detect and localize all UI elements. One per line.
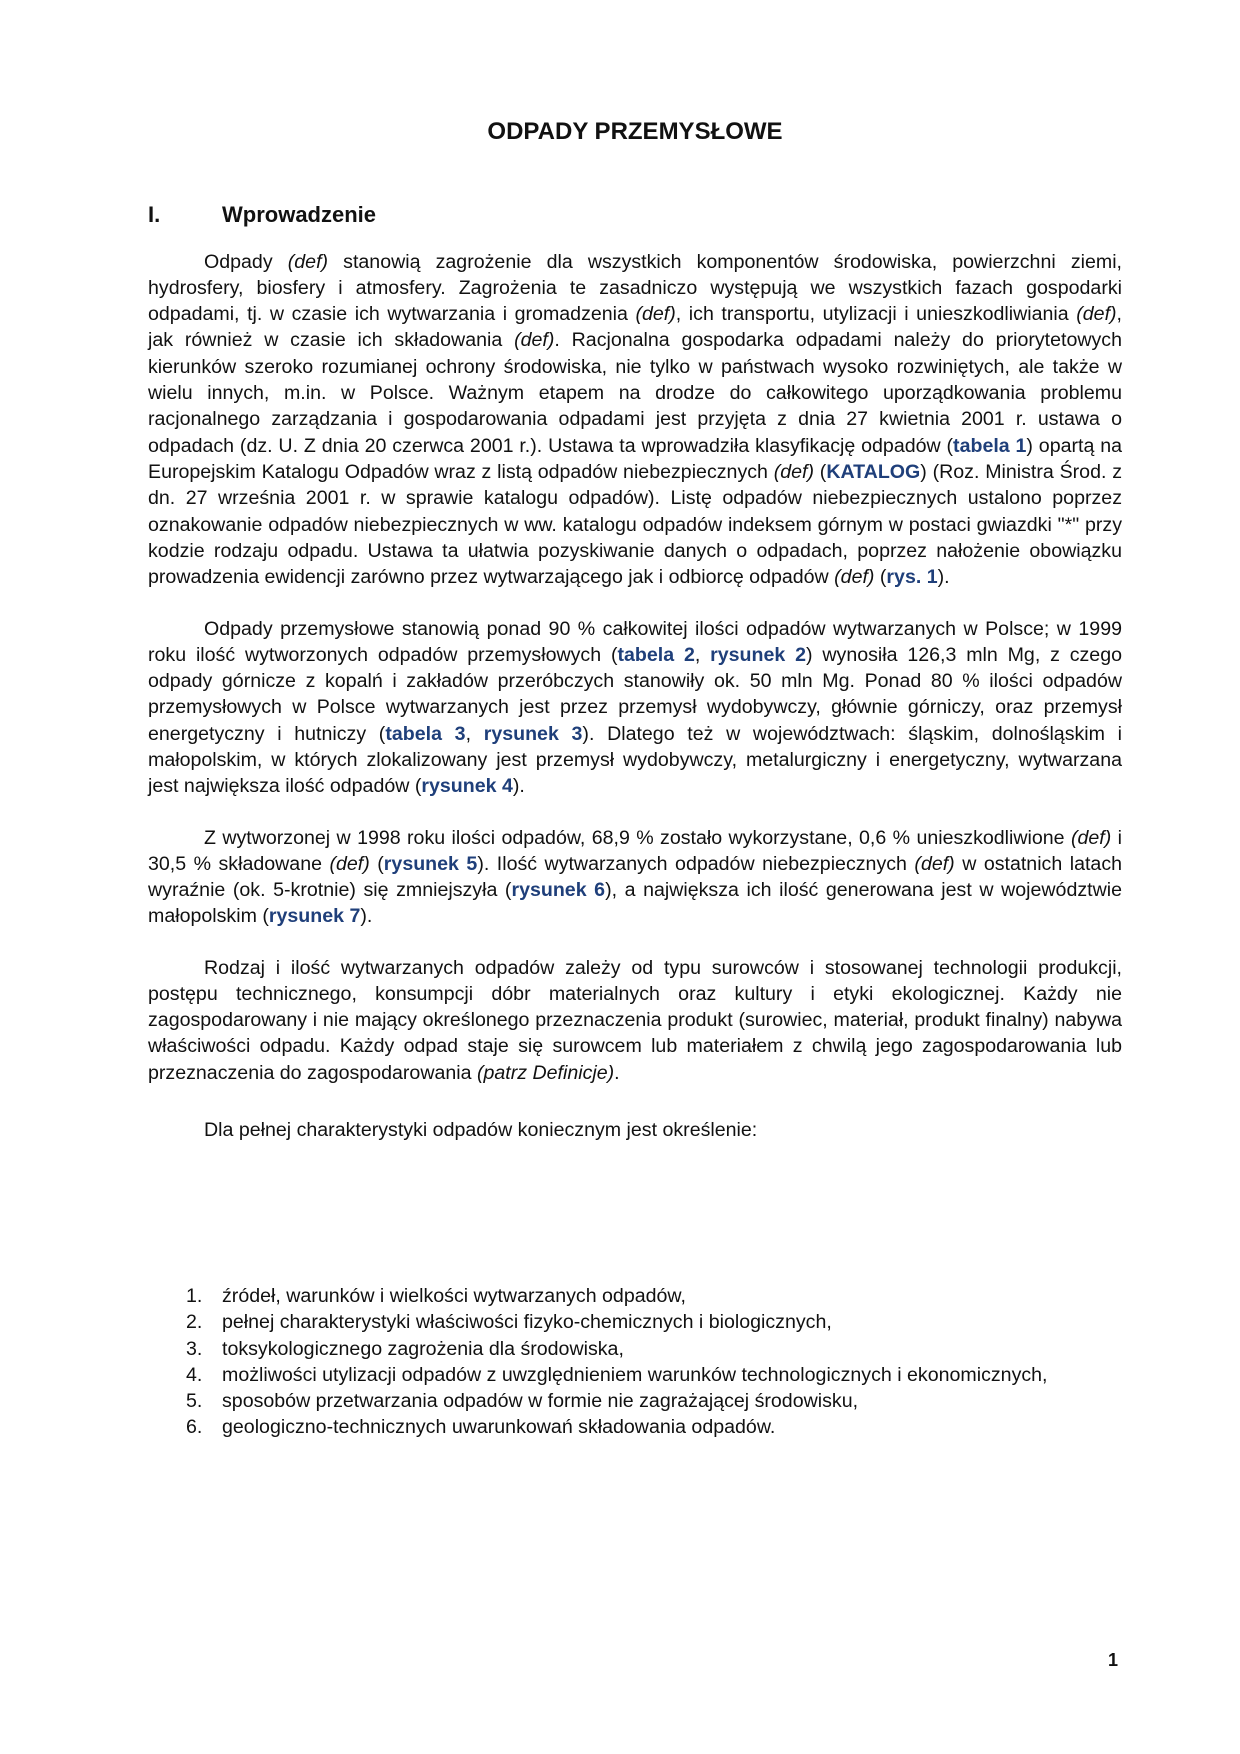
list-item: 5. sposobów przetwarzania odpadów w formie nie zagrażającej środowisku, [186, 1390, 859, 1413]
def-reference: (def) [1070, 826, 1112, 849]
paragraph-characteristics-intro: Dla pełnej charakterystyki odpadów koniecznym jest określenie: [204, 1118, 758, 1141]
cross-reference-link[interactable]: tabela 2 [617, 643, 695, 666]
def-reference: (def) [514, 329, 555, 352]
section-number: I. [148, 202, 161, 227]
paragraph-industrial-waste: Odpady przemysłowe stanowią ponad 90 % całkowitej ilości odpadów wytwarzanych w Polsce; w 1999 roku ilość wytworzonych odpadów przemysłowych (tabela 2, rysunek 2) wynosiła 126,3 mln Mg, z czego odpady górnicze z kopalń i zakładów przeróbczych stanowiły ok. 50 mln Mg. Ponad 80 % ilości odpadów przemysłowych w Polsce wytwarzanych jest przez przemysł wydobywczy, głównie górniczy, oraz przemysł energetyczny i hutniczy (tabela 3, rysunek 3). Dlatego też w województwach: śląskim, dolnośląskim i małopolskim, w których zlokalizowany jest przemysł wydobywczy, metalurgiczny i energetyczny, wytwarzana jest największa ilość odpadów (rysunek 4). [148, 617, 1122, 798]
list-item: 6. geologiczno-technicznych uwarunkowań składowania odpadów. [186, 1416, 776, 1439]
def-reference: (def) [773, 460, 815, 483]
section-heading [148, 202, 376, 228]
page-number: 1 [1108, 1650, 1119, 1670]
list-item: 1. źródeł, warunków i wielkości wytwarzanych odpadów, [186, 1285, 686, 1307]
list-item: 4. możliwości utylizacji odpadów z uwzględnieniem warunków technologicznych i ekonomicznych, [186, 1363, 1048, 1386]
paragraph-intro: Odpady (def) stanowią zagrożenie dla wszystkich komponentów środowiska, powierzchni ziemi, hydrosfery, biosfery i atmosfery. Zagrożenia te zasadniczo występują we wszystkich fazach gospodarki odpadami, tj. w czasie ich wytwarzania i gromadzenia (def), ich transportu, utylizacji i unieszkodliwiania (def), jak również w czasie ich składowania (def). Racjonalna gospodarka odpadami należy do priorytetowych kierunków szeroko rozumianej ochrony środowiska, nie tylko w państwach wysoko rozwiniętych, ale także w wielu innych, m.in. w Polsce. Ważnym etapem na drodze do całkowitego uporządkowania problemu racjonalnego zarządzania i gospodarowania odpadami jest przyjęta z dnia 27 kwietnia 2001 r. ustawa o odpadach (dz. U. Z dnia 20 czerwca 2001 r.). Ustawa ta wprowadziła klasyfikację odpadów (tabela 1) opartą na Europejskim Katalogu Odpadów wraz z listą odpadów niebezpiecznych (def) (KATALOG) (Roz. Ministra Środ. z dn. 27 września 2001 r. w sprawie katalogu odpadów). Listę odpadów niebezpiecznych ustalono poprzez oznakowanie odpadów niebezpiecznych w ww. katalogu odpadów indeksem górnym w postaci gwiazdki "*" przy kodzie rodzaju odpadu. Ustawa ta ułatwia pozyskiwanie danych o odpadach, poprzez nałożenie obowiązku prowadzenia ewidencji zarówno przez wytwarzającego jak i odbiorcę odpadów (def) (rys. 1). [148, 250, 1122, 589]
def-reference: (def) [287, 250, 329, 273]
section-title: Wprowadzenie [222, 202, 377, 227]
def-reference: (def) [635, 303, 676, 326]
cross-reference-link[interactable]: tabela 3 [385, 722, 466, 745]
cross-reference-link[interactable]: rysunek 2 [710, 643, 807, 666]
cross-reference-link[interactable]: rysunek 3 [483, 722, 583, 745]
cross-reference-link[interactable]: tabela 1 [953, 434, 1027, 457]
paragraph-waste-usage: Z wytworzonej w 1998 roku ilości odpadów, 68,9 % zostało wykorzystane, 0,6 % unieszkodliwione (def) i 30,5 % składowane (def) (rysunek 5). Ilość wytwarzanych odpadów niebezpiecznych (def) w ostatnich latach wyraźnie (ok. 5-krotnie) się zmniejszyła (rysunek 6), a największa ich ilość generowana jest w województwie małopolskim (rysunek 7). [148, 826, 1123, 928]
def-reference: (def) [914, 852, 955, 875]
cross-reference-link[interactable]: rysunek 7 [268, 905, 361, 928]
def-reference: (def) [329, 852, 370, 875]
paragraph-waste-types: Rodzaj i ilość wytwarzanych odpadów zależy od typu surowców i stosowanej technologii produkcji, postępu technicznego, konsumpcji dóbr materialnych oraz kultury i etyki ekologicznej. Każdy nie zagospodarowany i nie mający określonego przeznaczenia produkt (surowiec, materiał, produkt finalny) nabywa właściwości odpadu. Każdy odpad staje się surowcem lub materiałem z chwilą jego zagospodarowania lub przeznaczenia do zagospodarowania (patrz Definicje). [148, 956, 1122, 1084]
document-title: ODPADY PRZEMYSŁOWE [487, 118, 783, 145]
cross-reference-link[interactable]: rysunek 4 [421, 775, 513, 798]
list-item: 3. toksykologicznego zagrożenia dla środowiska, [186, 1337, 624, 1360]
def-reference: (patrz Definicje) [476, 1061, 615, 1084]
cross-reference-link[interactable]: rysunek 5 [383, 852, 478, 875]
cross-reference-link[interactable]: KATALOG [826, 460, 921, 483]
characteristics-list [148, 1283, 1122, 1441]
cross-reference-link[interactable]: rysunek 6 [511, 879, 606, 902]
cross-reference-link[interactable]: rys. 1 [886, 566, 938, 589]
list-item: 2. pełnej charakterystyki właściwości fizyko-chemicznych i biologicznych, [186, 1311, 832, 1334]
def-reference: (def) [1076, 303, 1117, 326]
def-reference: (def) [834, 566, 875, 589]
